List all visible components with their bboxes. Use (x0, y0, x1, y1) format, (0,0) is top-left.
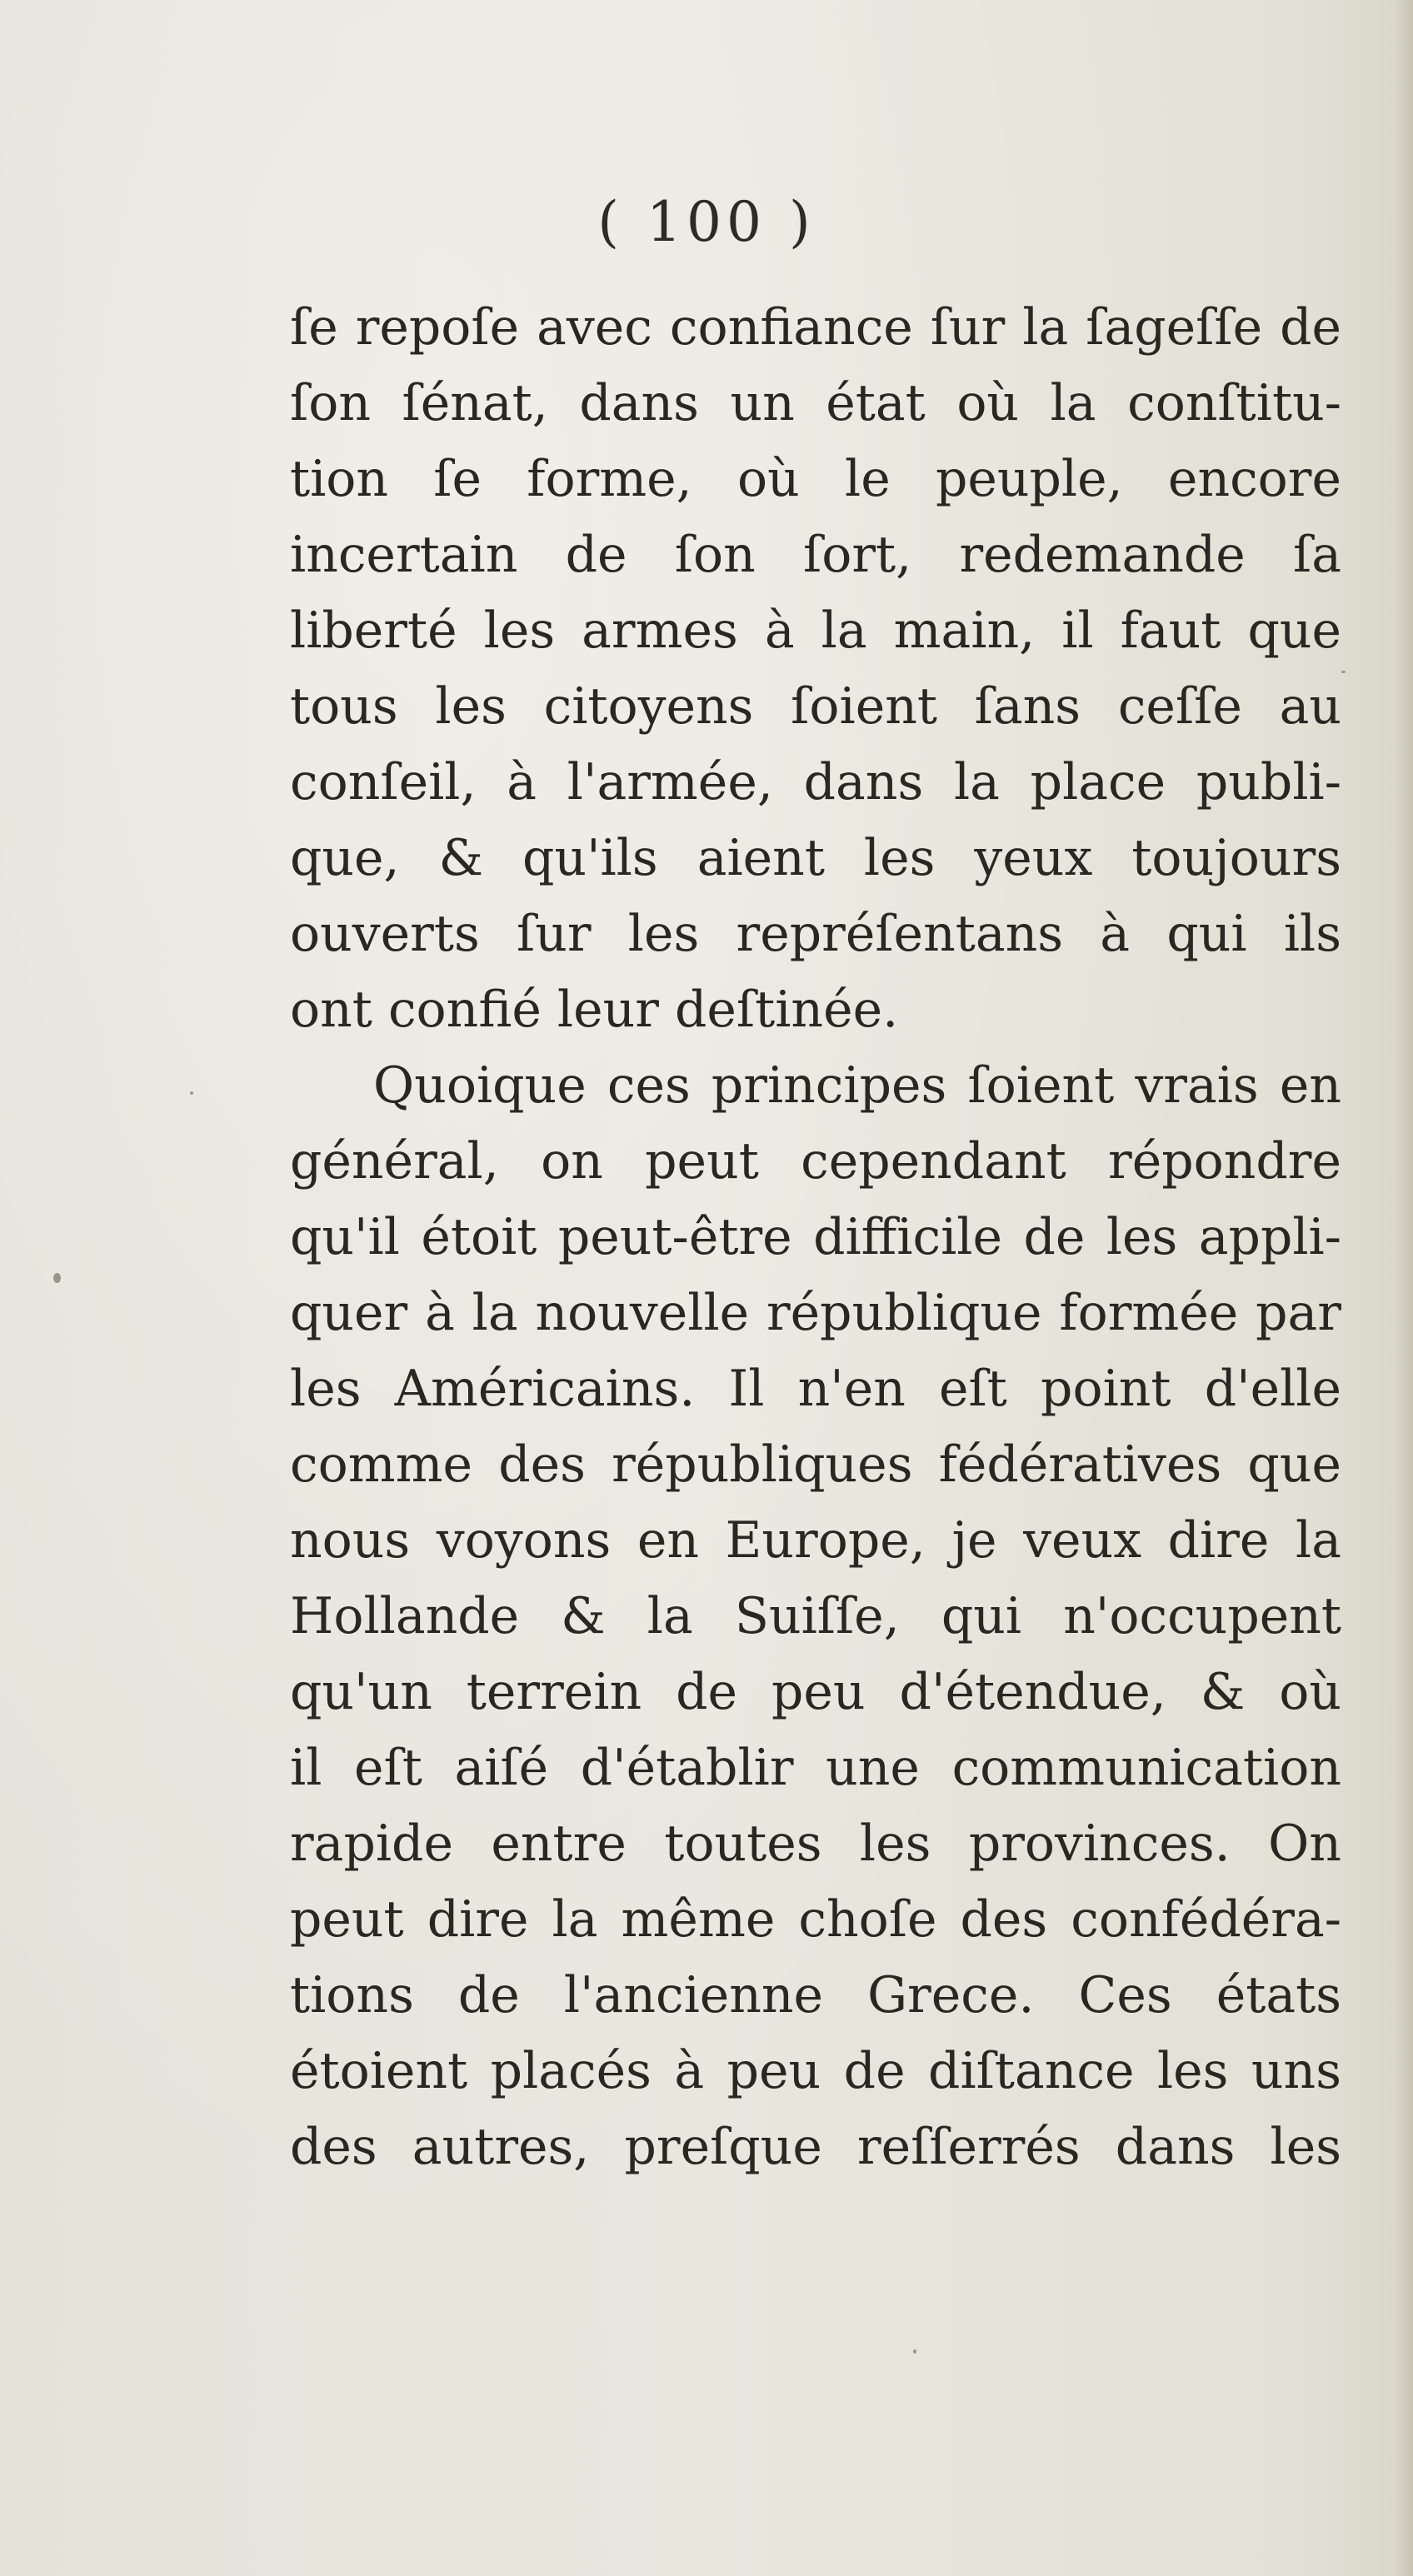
body-text (290, 290, 1341, 2185)
text-line: ſon ſénat, dans un état où la conſtitu- (290, 374, 1341, 432)
ink-speck (53, 1273, 61, 1283)
text-line: tions de l'ancienne Grece. Ces états (290, 1966, 1341, 2024)
text-line: tion ſe forme, où le peuple, encore (290, 450, 1341, 508)
text-line: Hollande & la Suiſſe, qui n'occupent (290, 1587, 1341, 1645)
page-edge-shadow (1393, 0, 1413, 2576)
ink-speck (913, 2349, 916, 2354)
ink-speck (1341, 671, 1346, 673)
text-line: qu'un terrein de peu d'étendue, & où (290, 1663, 1341, 1721)
text-line: peut dire la même choſe des confédéra- (290, 1890, 1341, 1949)
text-line: des autres, preſque reſſerrés dans les (290, 2118, 1341, 2176)
text-line: les Américains. Il n'en eſt point d'elle (290, 1360, 1341, 1418)
text-line: incertain de ſon ſort, redemande ſa (290, 526, 1341, 584)
paragraph-start-line: Quoique ces principes ſoient vrais en (373, 1056, 1341, 1115)
text-line: tous les citoyens ſoient ſans ceſſe au (290, 677, 1341, 736)
text-line: rapide entre toutes les provinces. On (290, 1815, 1341, 1873)
text-line: que, & qu'ils aient les yeux toujours (290, 829, 1341, 887)
text-line: comme des républiques fédératives que (290, 1435, 1341, 1494)
text-line: nous voyons en Europe, je veux dire la (290, 1511, 1341, 1570)
paragraph-end-line: ont confié leur deſtinée. (290, 981, 899, 1039)
text-line: quer à la nouvelle république formée par (290, 1284, 1341, 1342)
text-line: il eſt aiſé d'établir une communication (290, 1739, 1341, 1797)
text-line: conſeil, à l'armée, dans la place publi- (290, 753, 1341, 811)
page-number: ( 100 ) (597, 190, 816, 254)
text-line: qu'il étoit peut-être difficile de les appli- (290, 1208, 1341, 1266)
text-line: liberté les armes à la main, il faut que (290, 602, 1341, 660)
text-line: ouverts ſur les repréſentans à qui ils (290, 905, 1341, 963)
ink-speck (190, 1091, 193, 1095)
text-line: ſe repoſe avec confiance ſur la ſageſſe de (290, 298, 1341, 357)
text-line: étoient placés à peu de diſtance les uns (290, 2042, 1341, 2100)
text-line: général, on peut cependant répondre (290, 1132, 1341, 1191)
